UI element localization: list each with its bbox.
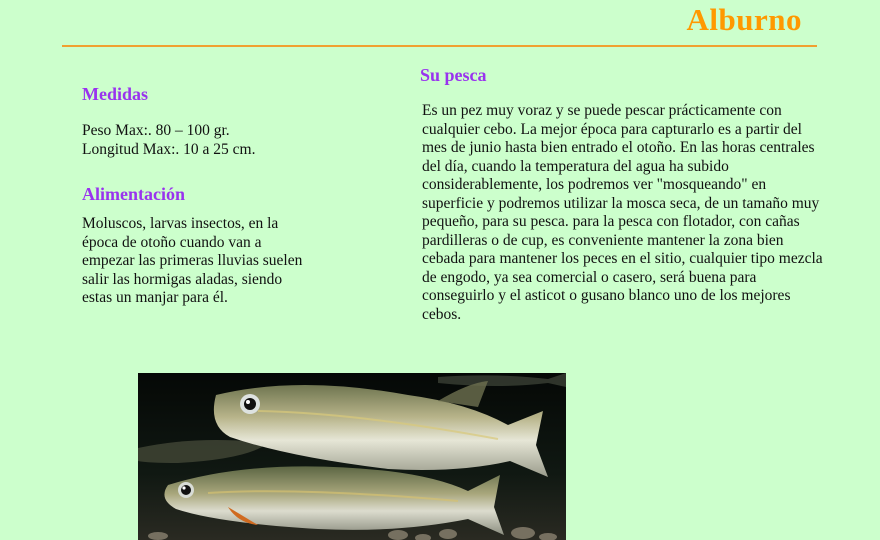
page-title: Alburno: [686, 2, 802, 37]
title-divider: [62, 45, 817, 47]
peso-max-text: Peso Max:. 80 – 100 gr.: [82, 122, 230, 139]
alburno-fish-photo: [138, 373, 566, 540]
longitud-max-text: Longitud Max:. 10 a 25 cm.: [82, 140, 256, 158]
alimentacion-text: Moluscos, larvas insectos, en la época de otoño cuando van a empezar las primeras lluvias suelen salir las hormigas aladas, siendo estas un manjar para él.: [82, 215, 303, 306]
pesca-heading: Su pesca: [420, 65, 487, 85]
alimentacion-heading: Alimentación: [82, 184, 185, 204]
medidas-block: [82, 122, 256, 159]
pesca-text: Es un pez muy voraz y se puede pescar prácticamente con cualquier cebo. La mejor época para capturarlo es a partir del mes de junio hasta bien entrado el otoño. En las horas centrales del día, cuando la temperatura del agua ha subido considerablemente, los podremos ver "mosqueando" en superficie y podremos utilizar la mosca seca, de un tamaño muy pequeño, para su pesca. para la pesca con flotador, con cañas pardilleras o de cup, es conveniente mantener la zona bien cebada para mantener los peces en el sitio, cualquier tipo mezcla de engodo, ya sea comercial o casero, será buena para conseguirlo y el asticot o gusano blanco uno de los mejores cebos.: [422, 102, 823, 323]
medidas-heading: Medidas: [82, 84, 149, 104]
